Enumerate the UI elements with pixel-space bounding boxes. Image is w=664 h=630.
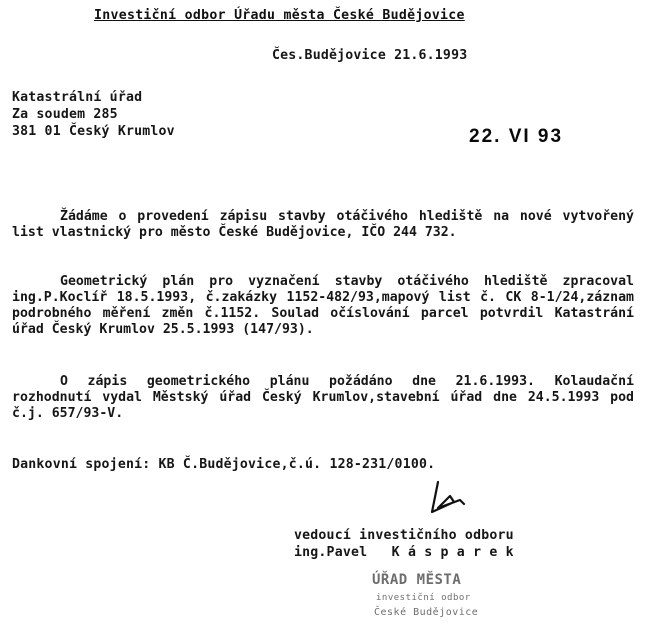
recipient-line-1: Katastrální úřad [12,90,143,105]
received-date-stamp: 22. VI 93 [469,126,564,147]
paragraph-application: O zápis geometrického plánu požádáno dne 21.6.1993. Kolaudační rozhodnutí vydal Městský úřad Český Krumlov,stavební úřad dne 24.5.1993 pod č.j. 657/93-V. [12,374,634,421]
paragraph-request: Žádáme o provedení zápisu stavby otáčivého hlediště na nové vytvořený list vlastnický pro město České Budějovice, IČO 244 732. [12,209,634,240]
recipient-line-2: Za soudem 285 [12,107,118,122]
office-stamp-city: České Budějovice [374,607,479,618]
office-stamp-title: ÚŘAD MĚSTA [372,572,462,588]
bank-connection: Dankovní spojení: KB Č.Budějovice,č.ú. 128-231/0100. [12,457,436,472]
signatory-name: ing.Pavel K á s p a r e k [294,545,514,560]
office-stamp-department: investiční odbor [376,593,471,603]
signatory-role: vedoucí investičního odboru [294,528,514,543]
letterhead-title: Investiční odbor Úřadu města České Budějovice [94,8,465,23]
recipient-line-3: 381 01 Český Krumlov [12,124,175,139]
handwritten-signature [424,478,470,522]
paragraph-geometric-plan: Geometrický plán pro vyznačení stavby otáčivého hlediště zpracoval ing.P.Koclíř 18.5.1993, č.zakázky 1152-482/93,mapový list č. CK 8-1/24,záznam podrobného měření změn č.1152. Soulad očíslování parcel potvrdil Katastrání úřad Český Krumlov 25.5.1993 (147/93). [12,274,634,337]
date-line: Čes.Budějovice 21.6.1993 [272,48,468,63]
